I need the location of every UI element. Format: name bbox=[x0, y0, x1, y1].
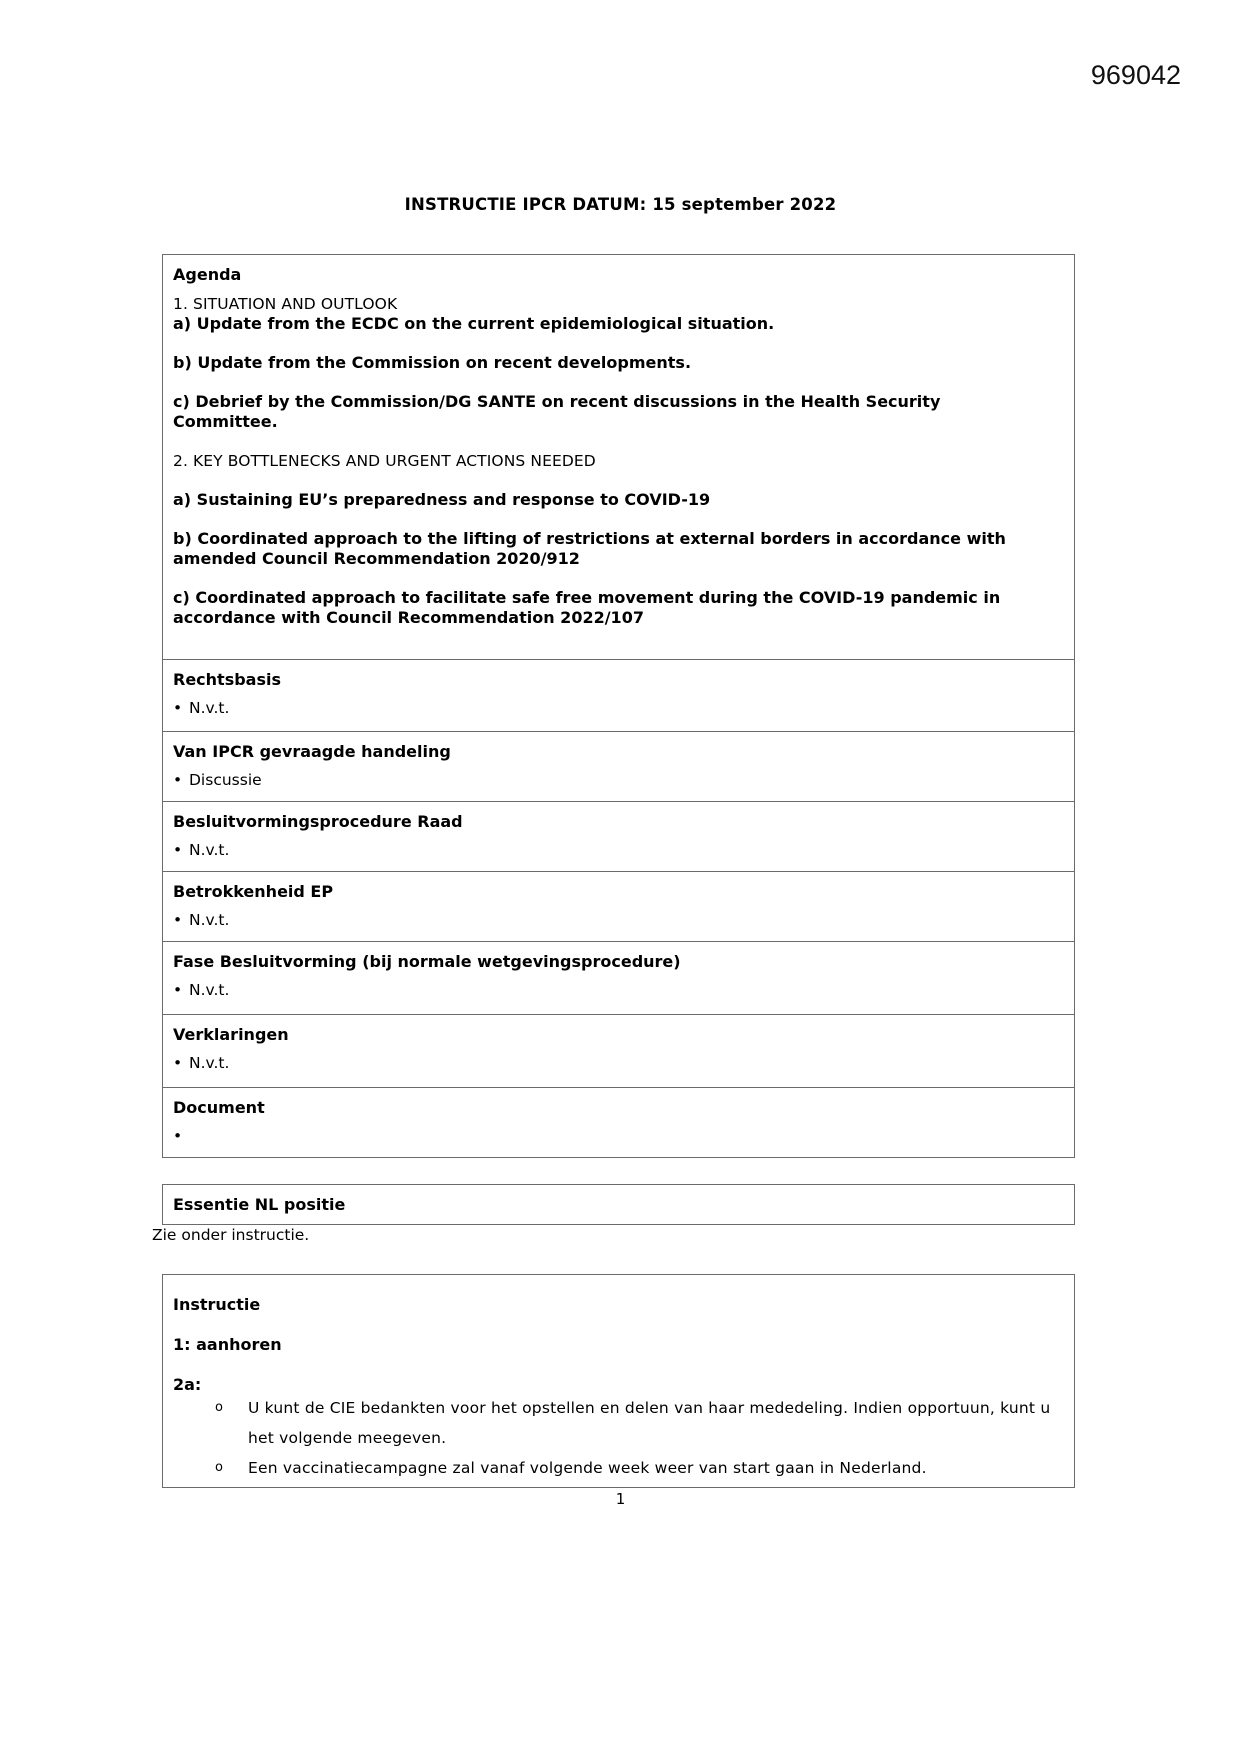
agenda-item-1b: b) Update from the Commission on recent developments. bbox=[173, 353, 692, 372]
agenda-item-1c-line1: c) Debrief by the Commission/DG SANTE on recent discussions in the Health Security bbox=[173, 392, 941, 411]
bullet-icon: • bbox=[173, 911, 183, 929]
agenda-item-2: 2. KEY BOTTLENECKS AND URGENT ACTIONS NEEDED bbox=[173, 452, 596, 470]
bullet-item: • N.v.t. bbox=[173, 911, 230, 929]
bullet-icon: • bbox=[173, 1054, 183, 1072]
bullet-item: • Discussie bbox=[173, 771, 262, 789]
circle-bullet-icon: o bbox=[215, 1400, 224, 1415]
instructie-box bbox=[162, 1274, 1075, 1488]
verklaringen-section bbox=[163, 1014, 1074, 1087]
section-heading: Betrokkenheid EP bbox=[173, 882, 334, 901]
bullet-item: • N.v.t. bbox=[173, 981, 230, 999]
agenda-item-2b-line1: b) Coordinated approach to the lifting of restrictions at external borders in accordance with bbox=[173, 529, 1006, 548]
agenda-item-2c-line2: accordance with Council Recommendation 2022/107 bbox=[173, 608, 644, 627]
document-number: 969042 bbox=[1090, 60, 1181, 90]
agenda-section bbox=[163, 255, 1074, 659]
bullet-item: • N.v.t. bbox=[173, 841, 230, 859]
section-heading: Verklaringen bbox=[173, 1025, 289, 1044]
instructie-item-2a-label: 2a: bbox=[173, 1375, 202, 1394]
agenda-heading: Agenda bbox=[173, 265, 242, 284]
agenda-item-1c-line2: Committee. bbox=[173, 412, 278, 431]
bullet-icon: • bbox=[173, 841, 183, 859]
bullet-icon: • bbox=[173, 699, 183, 717]
agenda-item-1: 1. SITUATION AND OUTLOOK bbox=[173, 295, 398, 313]
agenda-item-1a: a) Update from the ECDC on the current epidemiological situation. bbox=[173, 314, 775, 333]
bullet-item: • N.v.t. bbox=[173, 1054, 230, 1072]
page-number: 1 bbox=[615, 1490, 626, 1508]
gevraagde-handeling-section bbox=[163, 731, 1074, 801]
page-title: INSTRUCTIE IPCR DATUM: 15 september 2022 bbox=[404, 195, 837, 214]
fase-besluitvorming-section bbox=[163, 941, 1074, 1014]
instructie-heading: Instructie bbox=[173, 1295, 261, 1314]
instructie-point: o Een vaccinatiecampagne zal vanaf volgende week weer van start gaan in Nederland. bbox=[173, 1453, 1064, 1483]
instructie-item-1: 1: aanhoren bbox=[173, 1335, 282, 1354]
betrokkenheid-ep-section bbox=[163, 871, 1074, 941]
instructie-section bbox=[163, 1275, 1074, 1483]
essentie-box bbox=[162, 1184, 1075, 1225]
essentie-heading: Essentie NL positie bbox=[173, 1195, 346, 1214]
agenda-table bbox=[162, 254, 1075, 1158]
section-heading: Besluitvormingsprocedure Raad bbox=[173, 812, 463, 831]
bullet-item: • N.v.t. bbox=[173, 699, 230, 717]
document-section bbox=[163, 1087, 1074, 1157]
section-heading: Document bbox=[173, 1098, 265, 1117]
rechtsbasis-section bbox=[163, 659, 1074, 731]
section-heading: Fase Besluitvorming (bij normale wetgevingsprocedure) bbox=[173, 952, 681, 971]
section-heading: Van IPCR gevraagde handeling bbox=[173, 742, 451, 761]
essentie-section bbox=[163, 1185, 1074, 1215]
essentie-text: Zie onder instructie. bbox=[152, 1226, 310, 1244]
bullet-icon: • bbox=[173, 771, 183, 789]
besluitvormingsprocedure-section bbox=[163, 801, 1074, 871]
agenda-item-2c-line1: c) Coordinated approach to facilitate safe free movement during the COVID-19 pandemic in bbox=[173, 588, 1001, 607]
bullet-item bbox=[173, 1126, 1064, 1146]
instructie-point: o U kunt de CIE bedankten voor het opstellen en delen van haar mededeling. Indien opportuun, kunt u het volgende meegeven. bbox=[173, 1393, 1064, 1453]
agenda-item-2a: a) Sustaining EU’s preparedness and response to COVID-19 bbox=[173, 490, 711, 509]
circle-bullet-icon: o bbox=[215, 1460, 224, 1475]
agenda-item-2b-line2: amended Council Recommendation 2020/912 bbox=[173, 549, 580, 568]
bullet-icon: • bbox=[173, 1127, 183, 1145]
bullet-icon: • bbox=[173, 981, 183, 999]
section-heading: Rechtsbasis bbox=[173, 670, 281, 689]
